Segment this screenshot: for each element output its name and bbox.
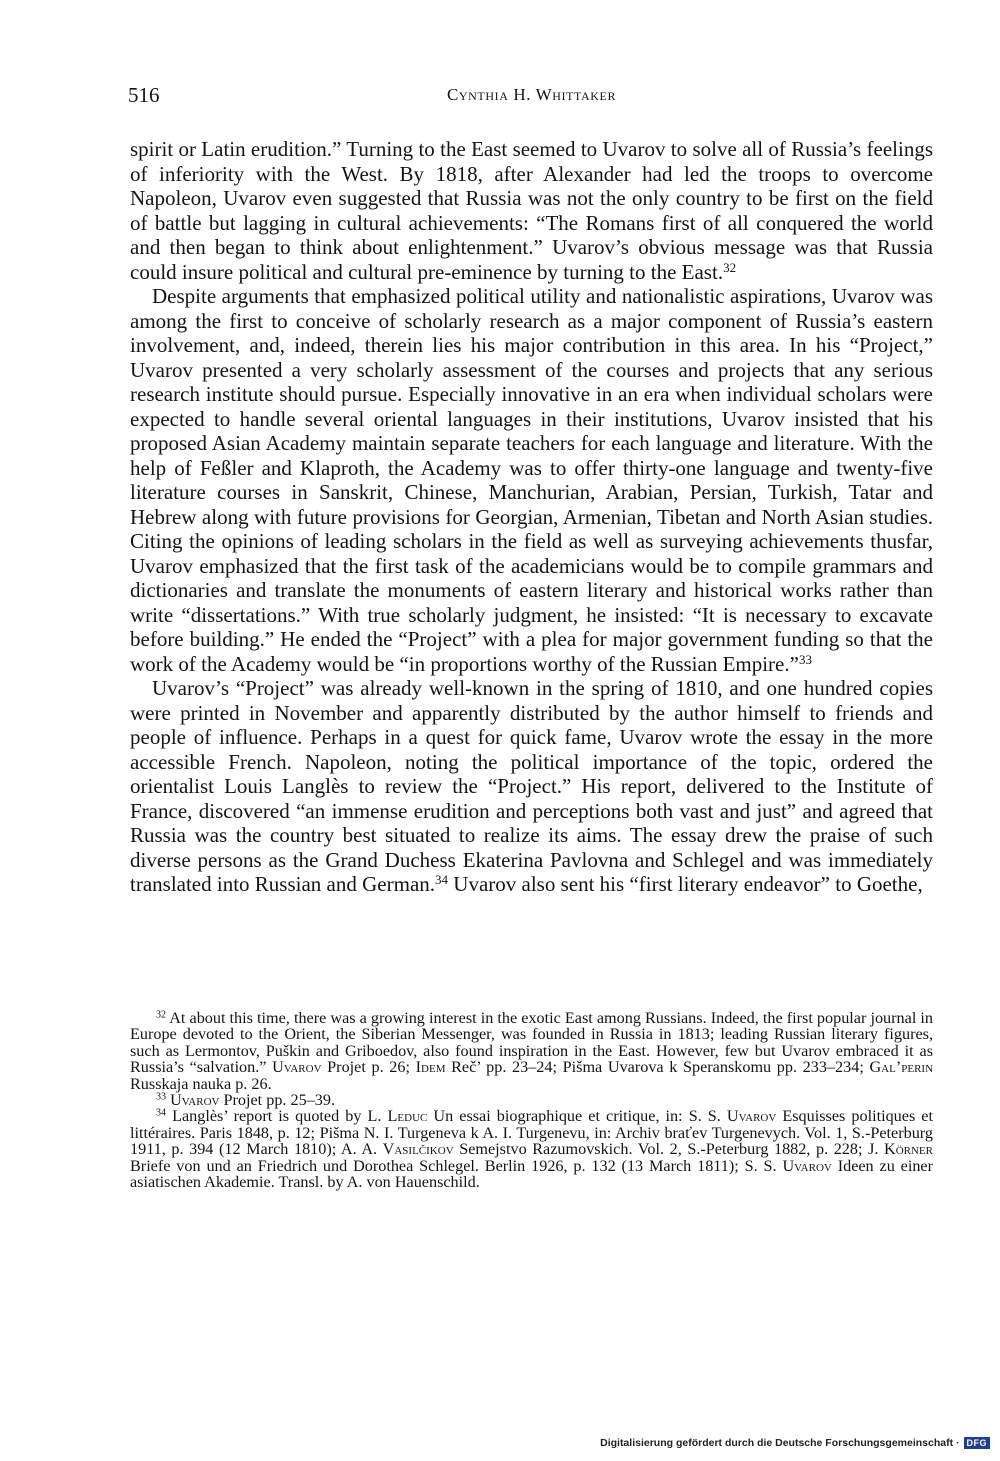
footnote-34: $^{34}$ Langlès’ report is quoted by L. Leduc Un essai biographique et critique, in: S. S. Uvarov Esquisses politiques et littéraires. Paris 1848, p. 12; Pišma N. I. Turgeneva k A. I. Turgenevu, in: Archiv braťev Turgenevych. Vol. 1, S.-Peterburg 1911, p. 394 (12 March 1810); A. A. Vasilčikov Semejstvo Razumovskich. Vol. 2, S.-Peterburg 1882, p. 228; J. Körner Briefe von und an Friedrich und Dorothea Schlegel. Berlin 1926, p. 132 (13 March 1811); S. S. Uvarov Ideen zu einer asiatischen Akademie. Transl. by A. von Hauenschild. <box>130 1107 934 1192</box>
paragraph-3: Uvarov’s “Project” was already well-known in the spring of 1810, and one hundred copies were printed in November and apparently distributed by the author himself to friends and people of influence. Perhaps in a quest for quick fame, Uvarov wrote the essay in the more accessible French. Napoleon, noting the political importance of the topic, ordered the orientalist Louis Langlès to review the “Project.” His report, delivered to the Institute of France, discovered “an immense erudition and perceptions both vast and just” and agreed that Russia was the country best situated to realize its aims. The essay drew the praise of such diverse persons as the Grand Duchess Ekaterina Pavlovna and Schlegel and was immediately translated into Russian and German.$^{34}$ Uvarov also sent his “first literary endeavor” to Goethe, <box>130 676 933 896</box>
paragraph-1: spirit or Latin erudition.” Turning to the East seemed to Uvarov to solve all of Russia’s feelings of inferiority with the West. By 1818, after Alexander had led the troops to overcome Napoleon, Uvarov even suggested that Russia was not the only country to be first on the field of battle but lagging in cultural achievements: “The Romans first of all conquered the world and then began to think about enlightenment.” Uvarov’s obvious message was that Russia could insure political and cultural pre-eminence by turning to the East.$^{32}$ <box>130 137 933 284</box>
funding-note: Digitalisierung gefördert durch die Deutsche Forschungsgemeinschaft · <box>600 1437 960 1449</box>
footnote-ref-32: 32 <box>723 259 737 275</box>
paragraph-2: Despite arguments that emphasized political utility and nationalistic aspirations, Uvarov was among the first to conceive of scholarly research as a major component of Russia’s eastern involvement, and, indeed, therein lies his major contribution in this area. In his “Project,” Uvarov presented a very scholarly assessment of the courses and projects that any serious research institute should pursue. Especially innovative in an era when individual scholars were expected to handle several oriental languages in their institutions, Uvarov insisted that his proposed Asian Academy maintain separate teachers for each language and literature. With the help of Feßler and Klaproth, the Academy was to offer thirty-one language and twenty-five literature courses in Sanskrit, Chinese, Manchurian, Arabian, Persian, Turkish, Tatar and Hebrew along with future provisions for Georgian, Armenian, Tibetan and North Asian studies. Citing the opinions of leading scholars in the field as well as surveying achievements thusfar, Uvarov emphasized that the first task of the academicians would be to compile grammars and dictionaries and translate the monuments of eastern literary and historical works rather than write “dissertations.” With true scholarly judgment, he insisted: “It is necessary to excavate before building.” He ended the “Project” with a plea for major government funding so that the work of the Academy would be “in proportions worthy of the Russian Empire.”$^{33}$ <box>130 284 933 676</box>
digitization-footer <box>600 1435 990 1451</box>
footnote-ref-34: 34 <box>435 871 449 887</box>
footnote-32: $^{32}$ At about this time, there was a growing interest in the exotic East among Russians. Indeed, the first popular journal in Europe devoted to the Orient, the Siberian Messenger, was founded in Russia in 1813; leading Russian literary figures, such as Lermontov, Puškin and Griboedov, also found inspiration in the East. However, few but Uvarov embraced it as Russia’s “salvation.” Uvarov Projet p. 26; Idem Reč’ pp. 23–24; Pišma Uvarova k Speranskomu pp. 233–234; Gal’perin Russkaja nauka p. 26. <box>130 1009 934 1093</box>
dfg-logo: DFG <box>964 1437 991 1449</box>
page-number: 516 <box>128 83 160 107</box>
footnote-ref-33: 33 <box>798 651 812 667</box>
running-head: Cynthia H. Whittaker <box>446 85 617 104</box>
page-header <box>128 83 935 113</box>
footnotes <box>130 1010 933 1190</box>
footnote-33: $^{33}$ Uvarov Projet pp. 25–39. <box>156 1091 336 1110</box>
body-text <box>130 137 933 897</box>
